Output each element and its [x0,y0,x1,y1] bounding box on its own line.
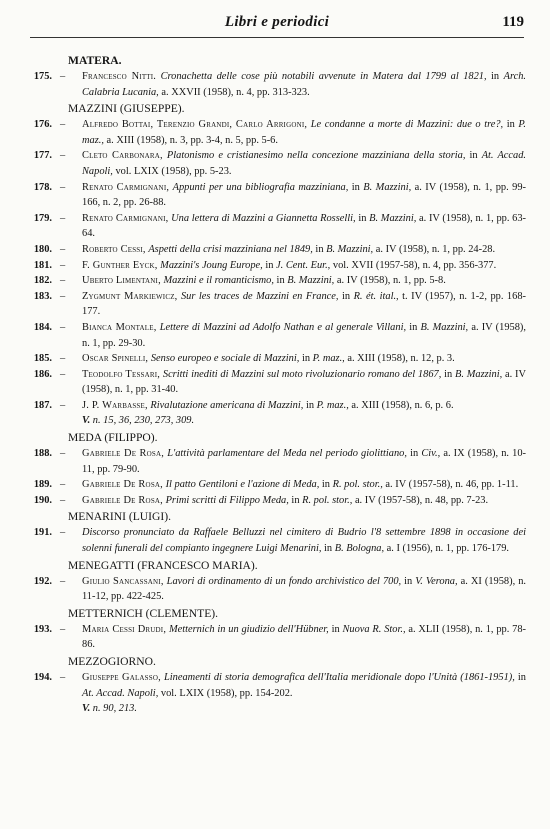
entry-dash: – [60,275,66,287]
entry-dash: – [60,321,66,333]
entry-title: Mazzini's Joung Europe, [160,259,263,271]
entry-in: in [328,623,343,635]
entry-author: F. Gunther Eyck, [82,259,158,271]
entry-number: 179. [33,212,52,224]
entry-dash: – [60,575,66,587]
entry-cross-reference [82,413,526,429]
bibliography-entry [28,320,526,351]
entry-details: a. XLII (1958), n. 1, pp. 78-86. [82,623,526,651]
entry-title: Primi scritti di Filippo Meda, [165,494,289,506]
entry-number: 183. [33,290,52,302]
entry-in: in [355,212,370,224]
page-number: 119 [502,14,524,30]
bibliography-entry [28,289,526,320]
entry-dash: – [60,623,66,635]
entry-author: Gabriele De Rosa, [82,494,163,506]
entry-in: in [401,575,416,587]
entry-journal: B. Mazzini, [363,181,412,193]
bibliography-entry [28,180,526,211]
entry-dash: – [60,290,66,302]
entry-number: 178. [33,181,52,193]
bibliography-entry [28,398,526,429]
entry-author: Uberto Limentani, [82,275,161,287]
entry-dash: – [60,181,66,193]
section-heading: METTERNICH (CLEMENTE). [68,606,219,620]
bibliography-section [28,52,526,100]
entry-in: in [406,321,421,333]
section-heading: MENARINI (LUIGI). [68,510,172,524]
entry-in: in [303,399,317,411]
entry-title: Aspetti della crisi mazziniana nel 1849, [148,243,313,255]
entry-number: 194. [33,672,52,683]
entry-journal: P. maz., [82,119,526,146]
entry-title: Cronachetta delle cose più notabili avvenute in Matera dal 1799 al 1821, [160,71,487,82]
entry-journal: R. pol. stor., [302,494,353,506]
entry-journal: B. Mazzini, [369,212,417,224]
entry-number: 186. [33,368,52,380]
entry-dash: – [60,672,66,683]
entry-dash: – [60,71,66,82]
entry-details: vol. LXIX (1958), pp. 154-202. [158,687,293,699]
entry-dash: – [60,527,66,539]
entry-title: Discorso pronunciato da Raffaele Belluzzi nel cimitero di Budrio l'8 settembre 1898 in occasione dei solenni funerali del compianto ingegnere Luigi Menarini, [82,527,526,555]
entry-journal: Nuova R. Stor., [342,623,406,635]
entry-details: a. IV (1957-58), n. 46, pp. 1-11. [382,479,519,491]
entry-number: 187. [33,399,52,411]
entry-journal: R. ét. ital., [353,290,399,302]
entry-author: Teodolfo Tessari, [82,368,161,380]
entry-title: Una lettera di Mazzini a Giannetta Rosselli, [171,212,356,224]
entry-in: in [441,368,455,380]
entry-in: in [321,543,335,555]
entry-title: Il patto Gentiloni e l'azione di Meda, [165,479,320,491]
bibliography-section [28,605,526,653]
entry-author: Renato Carmignani, [82,181,170,193]
entry-in: in [503,119,519,131]
entry-journal: At. Accad. Napoli, [82,687,159,699]
entry-journal: At. Accad. Napoli, [82,150,527,177]
entry-details: a. IV (1958), n. 1, pp. 63-64. [82,212,526,240]
entry-journal: P. maz., [316,399,349,411]
bibliography-section [28,508,526,556]
entry-details: a. IV (1957-58), n. 48, pp. 7-23. [352,494,489,506]
entry-title: L'attività parlamentare del Meda nel periodo giolittiano, [167,448,407,460]
section-heading: MEZZOGIORNO. [68,655,156,668]
bibliography-section [28,557,526,605]
entry-author: Giuseppe Galasso, [82,672,161,683]
entry-number: 185. [33,353,52,365]
entry-title: Senso europeo e sociale di Mazzini, [150,353,300,365]
bibliography-entry [28,351,526,367]
entry-dash: – [60,259,66,271]
entry-dash: – [60,368,66,380]
entry-cross-reference [82,701,526,717]
header-rule [30,37,524,38]
entry-author: Oscar Spinelli, [82,353,149,365]
cross-reference-numbers: n. 15, 36, 230, 273, 309. [90,415,195,427]
entry-details: a. XXVII (1958), n. 4, pp. 313-323. [158,86,310,98]
entry-details: a. IX (1958), n. 10-11, pp. 79-90. [82,448,527,475]
bibliography-entry [28,211,526,242]
entry-details: a. IV (1958), n. 1, pp. 99-166, n. 2, pp. 26-88. [82,181,526,209]
entry-dash: – [60,479,66,491]
entry-title: Lineamenti di storia demografica dell'Italia meridionale dopo l'Unità (1861-1951), [164,672,515,683]
entry-title: Lettere di Mazzini ad Adolfo Nathan e al generale Villani, [159,321,407,333]
bibliography-entry [28,367,526,398]
entry-in: in [465,150,482,162]
entry-number: 184. [33,321,52,333]
entry-details: vol. XVII (1957-58), n. 4, pp. 356-377. [330,259,497,271]
entry-dash: – [60,243,66,255]
section-heading: MENEGATTI (FRANCESCO MARIA). [68,558,258,572]
entry-author: Gabriele De Rosa, [82,479,163,491]
entry-title: Sur les traces de Mazzini en France, [180,290,339,302]
entry-dash: – [60,353,66,365]
bibliography-entry [28,574,526,605]
entry-number: 177. [33,150,52,162]
entry-details: vol. LXIX (1958), pp. 5-23. [112,165,232,177]
entry-dash: – [60,119,66,131]
bibliography-entry [28,622,526,653]
entry-dash: – [60,212,66,224]
entry-number: 176. [33,119,52,131]
cross-reference-prefix: V. [82,415,91,427]
entry-number: 190. [33,494,52,506]
entry-details: a. I (1956), n. 1, pp. 176-179. [384,543,510,555]
entry-journal: B. Mazzini, [420,321,469,333]
entry-in: in [312,243,327,255]
entry-author: Roberto Cessi, [82,243,146,255]
bibliography-entry [28,148,526,179]
bibliography-section [28,100,526,429]
entry-journal: Civ., [421,448,441,460]
entry-dash: – [60,448,66,460]
entry-title: Rivalutazione americana di Mazzini, [150,399,304,411]
entry-details: a. XIII (1958), n. 6, p. 6. [348,399,454,411]
section-heading: MATERA. [68,54,122,67]
bibliography-entry [28,117,526,148]
entry-in: in [338,290,354,302]
entry-details: a. IV (1958), n. 1, pp. 31-40. [82,368,526,396]
entry-number: 188. [33,448,52,460]
entry-title: Platonismo e cristianesimo nella concezione mazziniana della storia, [166,150,466,162]
running-title: Libri e periodici [224,14,330,30]
page-header [30,14,524,36]
entry-details: t. IV (1957), n. 1-2, pp. 168-177. [82,290,526,318]
entry-title: Scritti inediti di Mazzini sul moto rivoluzionario romano del 1867, [162,368,442,380]
bibliography-list [28,52,526,717]
entry-author: Alfredo Bottai, Terenzio Grandi, Carlo Arrigoni, [82,119,308,131]
cross-reference-numbers: n. 90, 213. [90,703,137,715]
entry-details: a. XIII (1958), n. 3, pp. 3-4, n. 5, pp. 5-6. [103,134,278,146]
section-heading: MEDA (FILIPPO). [68,431,158,445]
entry-author: Bianca Montale, [82,321,157,333]
entry-details: a. XIII (1958), n. 12, p. 3. [344,353,455,365]
entry-in: in [288,494,303,506]
bibliography-section [28,429,526,508]
entry-author: Maria Cessi Drudi, [82,623,167,635]
entry-in: in [486,71,504,82]
entry-journal: R. pol. stor., [332,479,383,491]
entry-author: Renato Carmignani, [82,212,169,224]
entry-details: a. IV (1958), n. 1, pp. 5-8. [334,275,446,287]
entry-in: in [406,448,422,460]
entry-journal: B. Mazzini, [326,243,374,255]
entry-number: 189. [33,479,52,491]
entry-in: in [273,275,288,287]
entry-journal: J. Cent. Eur., [276,259,331,271]
entry-dash: – [60,399,66,411]
entry-title: Appunti per una bibliografia mazziniana, [172,181,349,193]
bibliography-entry [28,670,526,717]
entry-author: J. P. Warbasse, [82,399,148,411]
entry-journal: P. maz., [312,353,345,365]
entry-author: Gabriele De Rosa, [82,448,165,460]
entry-title: Mazzini e il romanticismo, [163,275,274,287]
entry-in: in [348,181,364,193]
entry-details: a. XI (1958), n. 11-12, pp. 422-425. [82,575,526,603]
entry-author: Cleto Carbonara, [82,150,163,162]
bibliography-entry [28,446,526,477]
entry-details: a. IV (1958), n. 1, pp. 24-28. [373,243,496,255]
cross-reference-prefix: V. [82,703,91,715]
entry-author: Zygmunt Markiewicz, [82,290,178,302]
entry-author: Francesco Nitti. [82,71,157,82]
entry-author: Giulio Sancassani, [82,575,164,587]
entry-details: a. IV (1958), n. 1, pp. 29-30. [82,321,526,349]
bibliography-section [28,653,526,717]
entry-dash: – [60,150,66,162]
entry-number: 192. [33,575,52,587]
entry-number: 175. [33,71,52,82]
bibliography-entry [28,258,526,274]
entry-number: 181. [33,259,52,271]
entry-in: in [299,353,313,365]
entry-title: Le condanne a morte di Mazzini: due o tre?, [310,119,504,131]
bibliography-entry [28,242,526,258]
entry-number: 193. [33,623,52,635]
entry-in: in [514,672,526,683]
entry-number: 182. [33,275,52,287]
bibliography-entry [28,273,526,289]
entry-journal: Arch. Calabria Lucania, [82,71,527,98]
section-heading: MAZZINI (GIUSEPPE). [68,102,185,116]
entry-journal: B. Bologna, [334,543,385,555]
entry-title: Lavori di ordinamento di un fondo archivistico del 700, [166,575,402,587]
entry-dash: – [60,494,66,506]
bibliography-entry [28,493,526,509]
entry-title: Metternich in un giudizio dell'Hübner, [168,623,329,635]
entry-journal: V. Verona, [415,575,458,587]
bibliography-entry [28,69,526,100]
entry-number: 180. [33,243,52,255]
entry-in: in [319,479,333,491]
entry-in: in [262,259,277,271]
entry-number: 191. [33,527,52,539]
entry-journal: B. Mazzini, [454,368,503,380]
bibliography-entry [28,525,526,556]
entry-journal: B. Mazzini, [287,275,335,287]
bibliography-entry [28,477,526,493]
